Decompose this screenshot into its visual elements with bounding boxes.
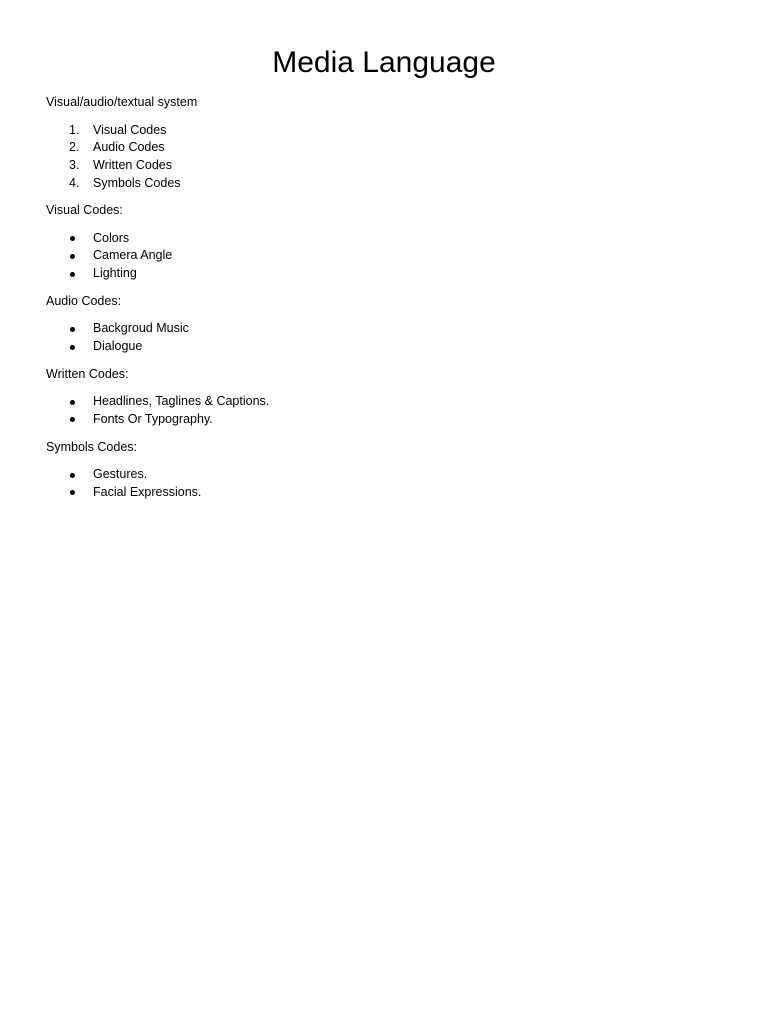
list-item [46,175,726,193]
list-item [46,466,726,484]
overview-list [46,122,726,193]
page-title: Media Language [272,46,496,79]
audio-codes-list [46,320,726,355]
written-codes-list [46,393,726,428]
list-item-text: Written Codes [93,157,172,172]
list-item-text: Audio Codes [93,140,165,155]
list-item-text: Symbols Codes [93,175,181,190]
list-item-text: Camera Angle [93,248,173,263]
section-heading-audio: Audio Codes: [46,293,122,308]
list-item-text: Fonts Or Typography. [93,411,213,426]
list-item-text: Lighting [93,266,137,281]
visual-codes-list [46,230,726,283]
list-item-text: Visual Codes [93,122,167,137]
list-item [46,411,726,429]
list-item [46,247,726,265]
list-item [46,393,726,411]
section-heading-visual: Visual Codes: [46,203,123,218]
bullet-icon [70,327,75,332]
list-number: 3. [69,157,80,172]
list-item-text: Colors [93,230,130,245]
list-item-text: Headlines, Taglines & Captions. [93,394,270,409]
list-number: 1. [69,122,80,137]
list-item [46,230,726,248]
section-heading-symbols: Symbols Codes: [46,439,138,454]
list-item [46,320,726,338]
bullet-icon [70,490,75,495]
list-item-text: Gestures. [93,467,148,482]
list-item [46,157,726,175]
bullet-icon [70,473,75,478]
bullet-icon [70,236,75,241]
list-item [46,484,726,502]
symbols-codes-list [46,466,726,501]
list-number: 4. [69,175,80,190]
list-item [46,338,726,356]
document-body [46,94,726,511]
bullet-icon [70,400,75,405]
list-item [46,265,726,283]
bullet-icon [70,417,75,422]
list-item-text: Dialogue [93,339,143,353]
list-item [46,122,726,140]
bullet-icon [70,272,75,277]
bullet-icon [70,254,75,259]
list-item-text: Backgroud Music [93,321,189,336]
bullet-icon [70,345,75,350]
section-heading-written: Written Codes: [46,366,129,381]
list-item-text: Facial Expressions. [93,484,202,499]
list-item [46,139,726,157]
intro-text: Visual/audio/textual system [46,95,198,109]
list-number: 2. [69,140,80,155]
